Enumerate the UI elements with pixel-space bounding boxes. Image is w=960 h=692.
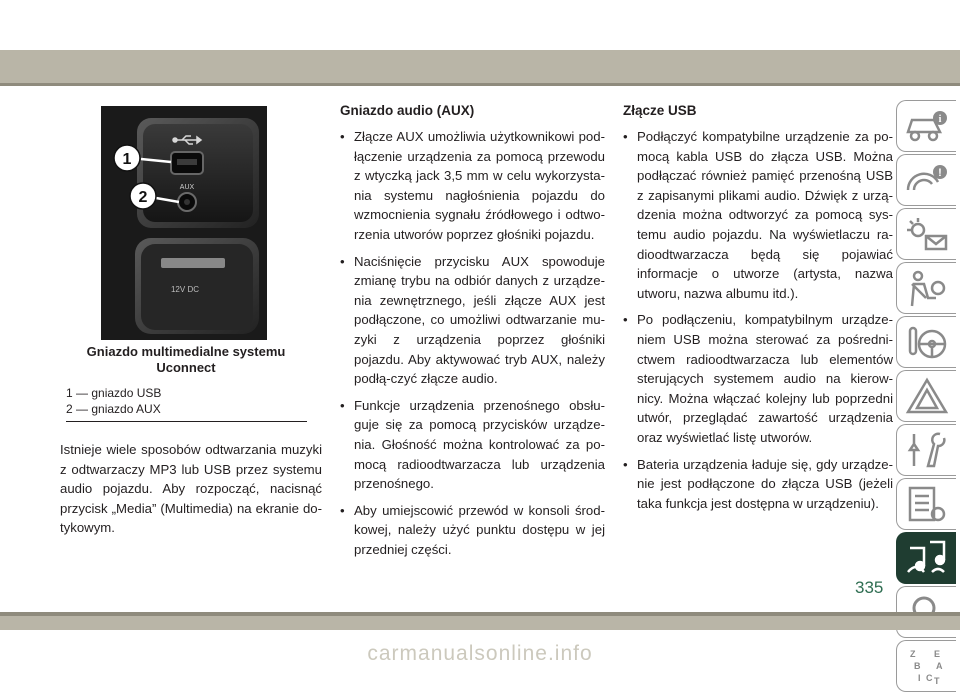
- tab-dashboard-warning[interactable]: [896, 154, 956, 206]
- bullet-icon: •: [340, 397, 345, 413]
- tab-multimedia[interactable]: [896, 532, 956, 584]
- hazard-triangle-icon: [904, 376, 950, 416]
- bullet-icon: •: [340, 502, 345, 518]
- list-item: [623, 455, 893, 514]
- index-letter: I: [917, 673, 921, 683]
- figure-caption: Gniazdo multimedialne systemu Uconnect: [86, 344, 286, 375]
- bullet-icon: •: [340, 129, 345, 144]
- index-letter: A: [935, 661, 942, 671]
- list-item: [340, 252, 605, 389]
- dashboard-warning-icon: [904, 160, 950, 200]
- list-item: [340, 127, 605, 245]
- index-letter: T: [933, 676, 939, 686]
- index-letter: C: [925, 673, 932, 683]
- seatbelt-airbag-icon: [904, 268, 950, 308]
- index-letter: Z: [909, 649, 915, 659]
- tab-seatbelt-airbag[interactable]: [896, 262, 956, 314]
- legend-item-aux: 2 — gniazdo AUX: [66, 402, 161, 416]
- index-letter: B: [913, 661, 920, 671]
- list-item-text: Funkcje urządzenia przenośnego obsłu-guje się za pomocą przycisków urządze-nia. Głośność można kontrolować za po-mocą radioodtwarzacza lub urządzenia przenośnego.: [354, 397, 605, 492]
- callout-2-label: 2: [138, 189, 148, 206]
- bullet-icon: •: [623, 312, 628, 328]
- page-number: 335: [855, 578, 884, 597]
- aux-label: AUX: [179, 184, 195, 191]
- car-info-icon: [904, 106, 950, 146]
- svg-text:!: !: [937, 167, 942, 179]
- index-letter: E: [933, 649, 940, 659]
- bullet-icon: •: [340, 253, 345, 269]
- header-band: [0, 50, 960, 83]
- list-item-text: Naciśnięcie przycisku AUX spowoduje zmianę trybu na odbiór danych z urządze-nia zewnętrznego, jeśli złącze AUX jest podłączone, co umożliwi odtwarzanie mu-zyki z urządzenia poprzez głośniki pojazdu. Aby aktywować tryb AUX, należy podłą-czyć złącze audio.: [354, 253, 605, 387]
- tab-car-info[interactable]: [896, 100, 956, 152]
- multimedia-socket-photo: [101, 106, 267, 340]
- checklist-icon: [904, 484, 950, 524]
- list-item-text: Aby umiejscowić przewód w konsoli środ-kowej, należy użyć punktu dostępu w jej przedniej części.: [354, 502, 605, 557]
- svg-text:i: i: [938, 114, 941, 125]
- intro-paragraph: Istnieje wiele sposobów odtwarzania muzyki z odtwarzaczy MP3 lub USB przez systemu audio pojazdu. Aby rozpocząć, nacisnąć przycisk „Media” (Multimedia) na ekranie do-tykowym.: [60, 442, 322, 536]
- legend-item-usb: 1 — gniazdo USB: [66, 386, 162, 400]
- tab-checklist[interactable]: [896, 478, 956, 530]
- aux-section: [340, 101, 605, 566]
- list-item-text: Złącze AUX umożliwia użytkownikowi pod-łączenie urządzenia za pomocą przewodu z wtyczką jack 3,5 mm w celu wykorzysta-nia systemu nagłośnienia pojazdu do wzmocnienia sygnału źródłowego i odtwo-rzenia utworów poprzez głośniki pojazdu.: [354, 129, 605, 242]
- multimedia-music-icon: [904, 538, 950, 578]
- lights-mail-icon: [904, 214, 950, 254]
- figure-legend: [66, 385, 161, 417]
- top-margin: [0, 0, 960, 50]
- callout-1-label: 1: [122, 151, 132, 168]
- bullet-icon: •: [623, 456, 628, 472]
- usb-section: [623, 101, 893, 520]
- tab-steering-wheel[interactable]: [896, 316, 956, 368]
- list-item: [623, 127, 893, 303]
- watermark: carmanualsonline.info: [367, 642, 593, 665]
- bullet-icon: •: [623, 129, 628, 144]
- tab-wrench-tools[interactable]: [896, 424, 956, 476]
- list-item: [340, 396, 605, 494]
- usb-bullet-list: [623, 127, 893, 513]
- list-item-text: Podłączyć kompatybilne urządzenie za po-mocą kabla USB do złącza USB. Można podłączać również pamięć przenośną USB z zapisanymi plikami audio. Dźwięk z urzą-dzenia można odtworzyć za pomocą sys-temu audio pojazdu. Na wyświetlaczu ra-dioodtwarzacza będą się pojawiać informacje o utworze (artysta, nazwa utworu, nazwa albumu itd.).: [637, 129, 893, 301]
- footer-band: [0, 616, 960, 630]
- list-item-text: Po podłączeniu, kompatybilnym urządze-niem USB można sterować za pośredni-ctwem radioodtwarzacza lub elementów sterujących systemem audio na kierow-nicy. Można włączać kolejny lub poprzedni utwór, przeglądać zawartość urządzenia oraz wyświetlać listę utworów.: [637, 312, 893, 445]
- tab-lights-mail[interactable]: [896, 208, 956, 260]
- list-item: [623, 310, 893, 447]
- list-item: [340, 501, 605, 560]
- steering-wheel-icon: [904, 322, 950, 362]
- list-item-text: Bateria urządzenia ładuje się, gdy urządze-nie jest podłączone do złącza USB (jeżeli taka funkcja jest dostępna w urządzeniu).: [637, 456, 893, 511]
- power-socket-cover-icon: [161, 258, 225, 268]
- aux-heading: Gniazdo audio (AUX): [340, 103, 475, 118]
- header-band-edge: [0, 83, 960, 86]
- tab-hazard[interactable]: [896, 370, 956, 422]
- legend-divider: [66, 421, 307, 422]
- 12v-label: 12V DC: [170, 285, 200, 294]
- wrench-tools-icon: [904, 430, 950, 470]
- usb-heading: Złącze USB: [623, 103, 697, 118]
- socket-illustration: [101, 106, 267, 340]
- aux-bullet-list: [340, 127, 605, 559]
